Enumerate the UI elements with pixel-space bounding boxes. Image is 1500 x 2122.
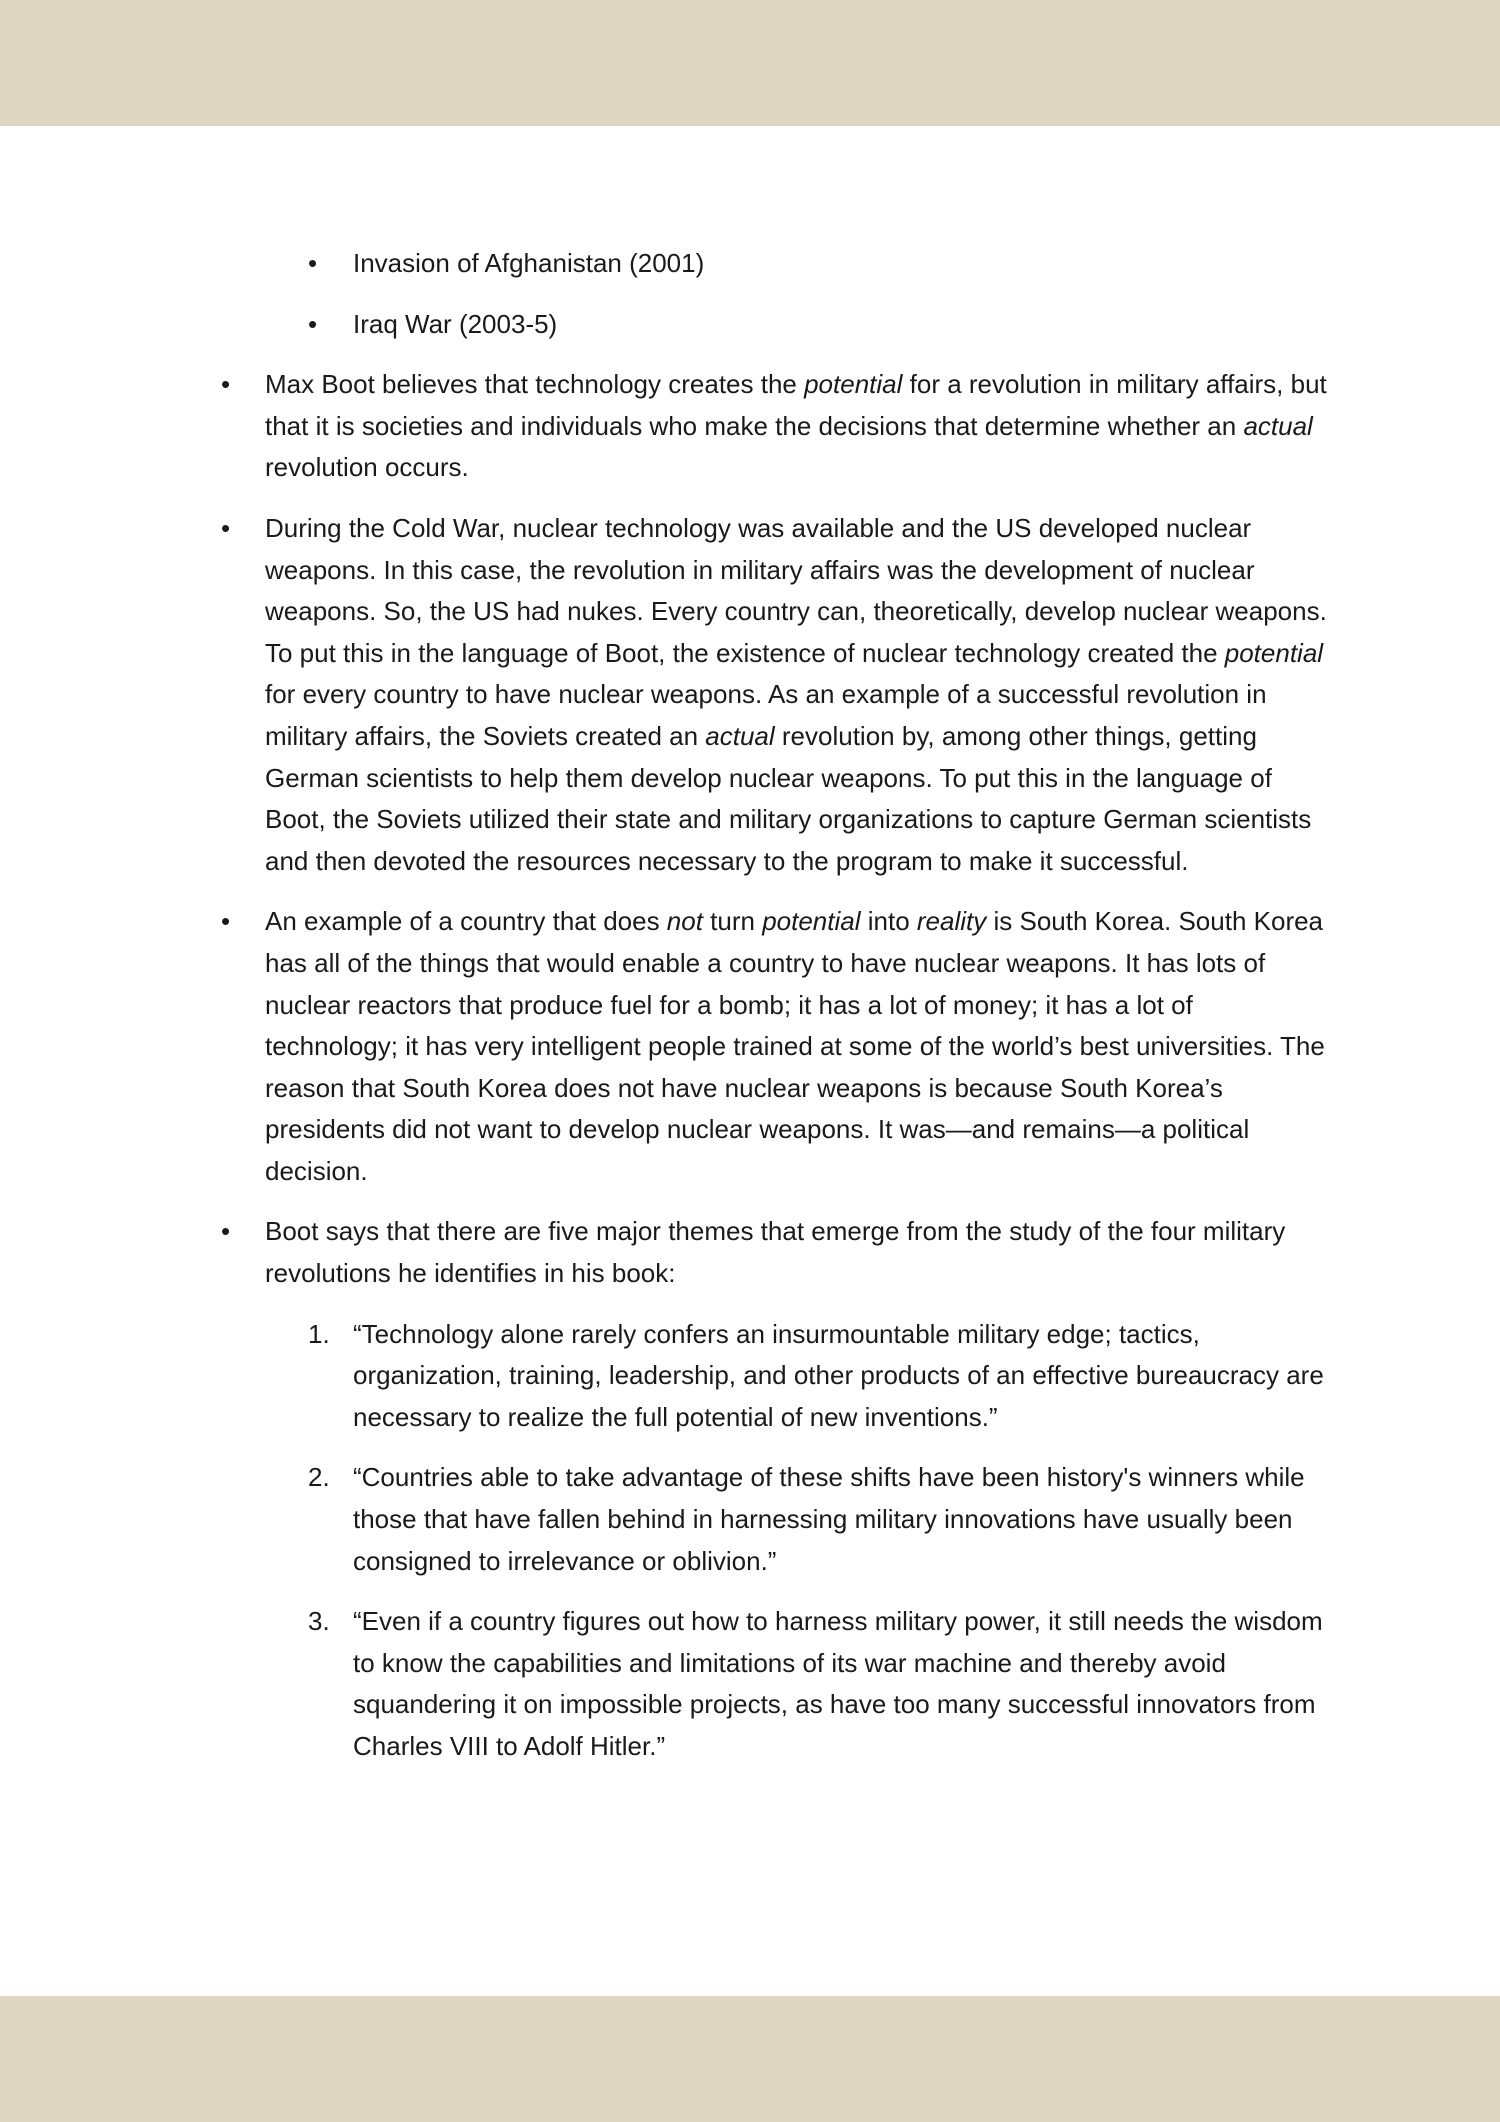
- item-number: 3.: [308, 1606, 330, 1637]
- bottom-band: [0, 1996, 1500, 2122]
- bullet-text: Boot says that there are five major themes that emerge from the study of the four military revolutions he identifies in his book:: [265, 1216, 1286, 1289]
- themes-numbered-list: [265, 1314, 1333, 1768]
- numbered-item-text: “Technology alone rarely confers an insurmountable military edge; tactics, organization, training, leadership, and other products of an effective bureaucracy are necessary to realize the full potential of new inventions.”: [353, 1318, 1324, 1432]
- sub-bullet-text: Iraq War (2003-5): [353, 308, 558, 339]
- top-band: [0, 0, 1500, 126]
- numbered-item: [265, 1601, 1333, 1767]
- sub-bullet-item: [0, 243, 1333, 285]
- bullet-item-south-korea: [0, 901, 1333, 1192]
- bullet-icon: •: [221, 512, 231, 543]
- sub-bullet-list: [0, 243, 1500, 345]
- bullet-icon: •: [308, 308, 318, 339]
- main-bullet-list: [0, 364, 1500, 1767]
- sub-bullet-item: [0, 304, 1333, 346]
- numbered-item-text: “Countries able to take advantage of these shifts have been history's winners while those that have fallen behind in harnessing military innovations have usually been consigned to irrelevance or oblivion.”: [353, 1462, 1305, 1576]
- sub-bullet-text: Invasion of Afghanistan (2001): [353, 248, 705, 278]
- bullet-icon: •: [221, 1216, 231, 1247]
- item-number: 2.: [308, 1462, 330, 1493]
- bullet-item-boot-belief: [0, 364, 1333, 489]
- item-number: 1.: [308, 1318, 330, 1349]
- bullet-icon: •: [221, 906, 231, 937]
- bullet-text: During the Cold War, nuclear technology was available and the US developed nuclear weapons. In this case, the revolution in military affairs was the development of nuclear weapons. So, the US had nukes. Every country can, theoretically, develop nuclear weapons. To put this in the language of Boot, the existence of nuclear technology created the potential for every country to have nuclear weapons. As an example of a successful revolution in military affairs, the Soviets created an actual revolution by, among other things, getting German scientists to help them develop nuclear weapons. To put this in the language of Boot, the Soviets utilized their state and military organizations to capture German scientists and then devoted the resources necessary to the program to make it successful.: [265, 512, 1327, 876]
- bullet-item-cold-war: [0, 508, 1333, 882]
- bullet-icon: •: [221, 369, 231, 400]
- numbered-item-text: “Even if a country figures out how to harness military power, it still needs the wisdom to know the capabilities and limitations of its war machine and thereby avoid squandering it on impossible projects, as have too many successful innovators from Charles VIII to Adolf Hitler.”: [353, 1606, 1323, 1761]
- bullet-text: An example of a country that does not turn potential into reality is South Korea. South Korea has all of the things that would enable a country to have nuclear weapons. It has lots of nuclear reactors that produce fuel for a bomb; it has a lot of money; it has a lot of technology; it has very intelligent people trained at some of the world’s best universities. The reason that South Korea does not have nuclear weapons is because South Korea’s presidents did not want to develop nuclear weapons. It was—and remains—a political decision.: [265, 906, 1325, 1186]
- bullet-item-five-themes: [0, 1211, 1333, 1767]
- bullet-icon: •: [308, 248, 318, 278]
- bullet-text: Max Boot believes that technology creates the potential for a revolution in military affairs, but that it is societies and individuals who make the decisions that determine whether an actual revolution occurs.: [265, 369, 1327, 483]
- numbered-item: [265, 1457, 1333, 1582]
- document-body: [0, 243, 1500, 1787]
- numbered-item: [265, 1314, 1333, 1439]
